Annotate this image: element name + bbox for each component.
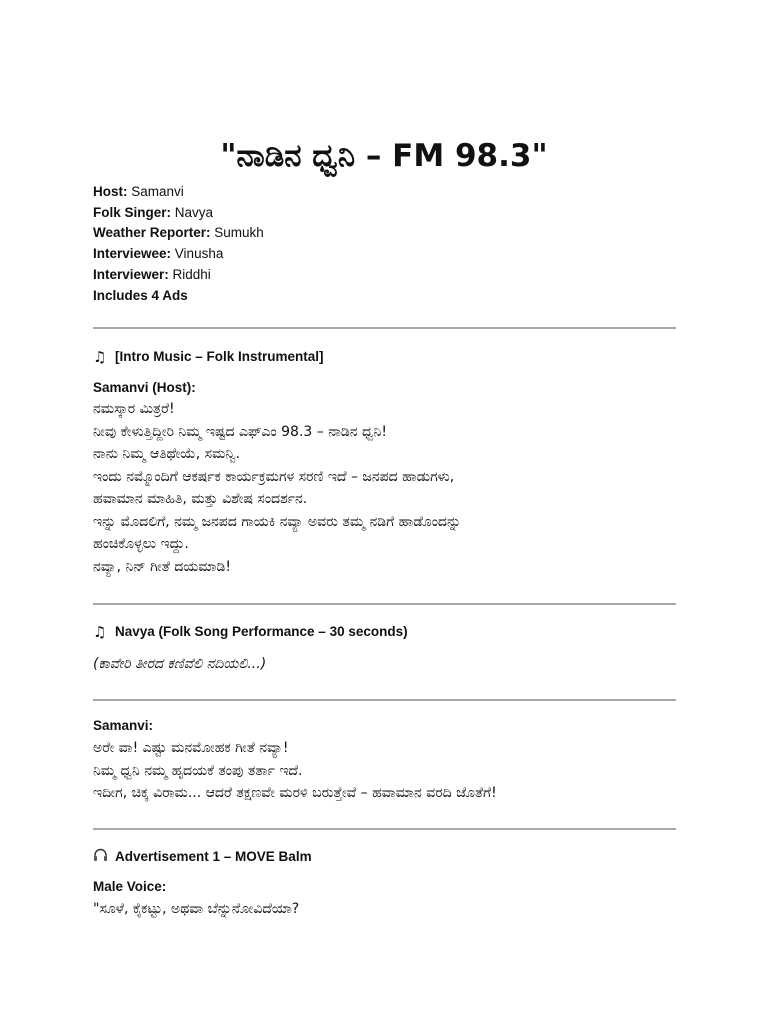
- folk-song-cue: [93, 622, 683, 642]
- section-divider: [93, 603, 676, 605]
- dialogue-line: ಹವಾಮಾನ ಮಾಹಿತಿ, ಮತ್ತು ವಿಶೇಷ ಸಂದರ್ಶನ.: [93, 491, 308, 507]
- headphones-icon: [93, 847, 115, 867]
- meta-label: Folk Singer:: [93, 204, 172, 220]
- meta-label: Interviewer:: [93, 266, 169, 282]
- music-note-icon: ♫: [93, 623, 107, 641]
- dialogue-line: ಇಂದು ನಮ್ಮೊಂದಿಗೆ ಆಕರ್ಷಕ ಕಾರ್ಯಕ್ರಮಗಳ ಸರಣಿ ಇದೆ – ಜನಪದ ಹಾಡುಗಳು,: [93, 468, 455, 485]
- meta-label: Includes 4 Ads: [93, 287, 188, 303]
- dialogue-block: [93, 898, 683, 921]
- dialogue-line: ನಾನು ನಿಮ್ಮ ಆತಿಥೇಯೆ, ಸಮನ್ವಿ.: [93, 446, 241, 462]
- section-divider: [93, 699, 676, 701]
- speaker-label: Samanvi:: [93, 718, 154, 733]
- meta-value: Navya: [171, 204, 214, 220]
- meta-ads-count: [93, 286, 693, 307]
- cast-list: [93, 182, 693, 306]
- meta-weather-reporter: [93, 223, 693, 244]
- intro-music-cue: [93, 347, 683, 367]
- meta-label: Weather Reporter:: [93, 225, 211, 241]
- page-title: "ನಾಡಿನ ಧ್ವನಿ – FM 98.3": [220, 138, 548, 174]
- advertisement-cue: [93, 847, 683, 867]
- dialogue-line: ಇನ್ನು ಮೊದಲಿಗೆ, ನಮ್ಮ ಜನಪದ ಗಾಯಕಿ ನವ್ಯಾ ಅವರು ತಮ್ಮ ನಡಿಗೆ ಹಾಡೊಂದನ್ನು: [93, 513, 462, 530]
- dialogue-line: ಅರೇ ವಾ! ಎಷ್ಟು ಮನಮೋಹಕ ಗೀತೆ ನವ್ಯಾ!: [93, 740, 289, 756]
- speaker-label: Male Voice:: [93, 879, 167, 894]
- music-note-icon: ♫: [93, 348, 107, 366]
- cue-label: Navya (Folk Song Performance – 30 seconds): [115, 624, 408, 639]
- cue-label: Advertisement 1 – MOVE Balm: [115, 849, 312, 864]
- dialogue-line: ನಿಮ್ಮ ಧ್ವನಿ ನಮ್ಮ ಹೃದಯಕೆ ತಂಪು ತರ್ತಾ ಇದೆ.: [93, 762, 303, 779]
- dialogue-line: ಹಂಚಿಕೊಳ್ಳಲು ಇದ್ದು.: [93, 536, 189, 552]
- meta-value: Riddhi: [168, 266, 211, 282]
- section-divider: [93, 327, 676, 329]
- meta-value: Vinusha: [171, 246, 224, 262]
- meta-folk-singer: [93, 203, 693, 224]
- dialogue-line: ನವ್ಯಾ, ನಿನ್ ಗೀತೆ ದಯಮಾಡಿ!: [93, 558, 231, 575]
- dialogue-line: ನಮಸ್ಕಾರ ಮಿತ್ರರೆ!: [93, 401, 175, 417]
- cue-label: [Intro Music – Folk Instrumental]: [115, 349, 324, 364]
- meta-host: [93, 182, 693, 203]
- dialogue-block: [93, 737, 683, 805]
- dialogue-line: ಇದೀಗ, ಚಿಕ್ಕ ವಿರಾಮ... ಆದರೆ ತಕ್ಷಣವೇ ಮರಳಿ ಬರುತ್ತೇವೆ – ಹವಾಮಾನ ವರದಿ ಜೊತೆಗೆ!: [93, 785, 497, 801]
- dialogue-line: "ಸೂಳೆ, ಕೈಕಟ್ಟು, ಅಥವಾ ಬೆನ್ನುನೋವಿದೆಯಾ?: [93, 901, 300, 917]
- song-lyric: (ಕಾವೇರಿ ತೀರದ ಕಣಿವೆಲಿ ನದಿಯಲಿ...): [93, 656, 267, 672]
- speaker-label: Samanvi (Host):: [93, 380, 196, 395]
- meta-label: Interviewee:: [93, 246, 172, 262]
- dialogue-block: [93, 398, 683, 578]
- meta-label: Host:: [93, 184, 128, 199]
- dialogue-line: ನೀವು ಕೇಳುತ್ತಿದ್ದೀರಿ ನಿಮ್ಮ ಇಷ್ಟದ ಎಫ್‌ಎಂ 98.3 – ನಾಡಿನ ಧ್ವನಿ!: [93, 423, 387, 440]
- meta-value: Samanvi: [127, 184, 184, 199]
- section-divider: [93, 828, 676, 830]
- meta-interviewee: [93, 244, 693, 265]
- meta-interviewer: [93, 265, 693, 286]
- meta-value: Sumukh: [210, 225, 264, 241]
